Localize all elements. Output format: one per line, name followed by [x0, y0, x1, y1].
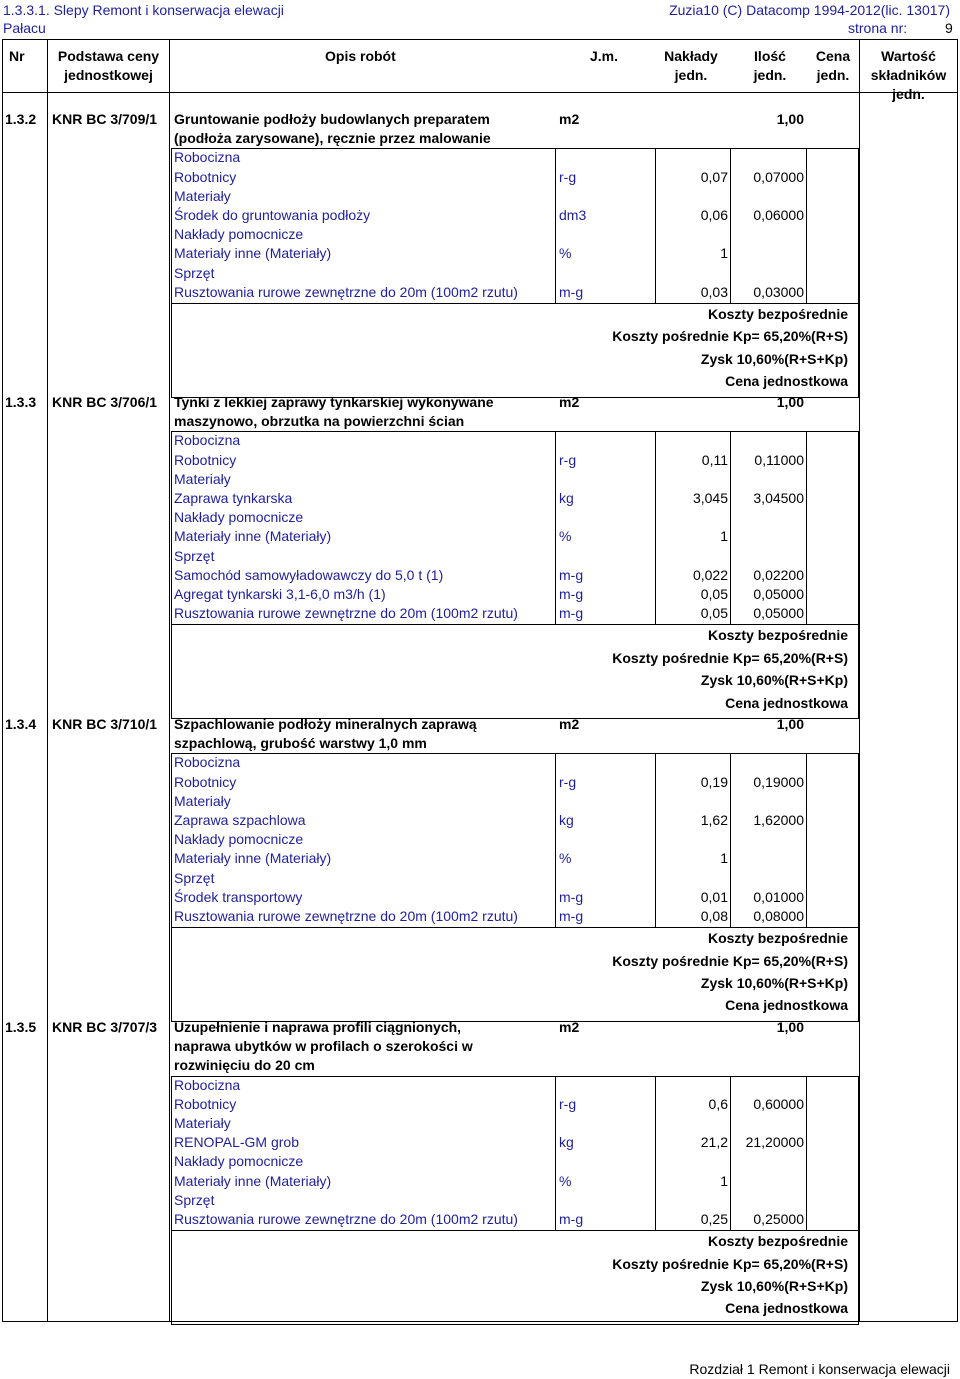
- resource-name: Robotnicy: [174, 451, 237, 468]
- item-number: 1.3.5: [5, 1019, 37, 1035]
- col-header-unit: J.m.: [590, 48, 619, 64]
- grid-divider: [655, 753, 656, 928]
- resource-quantity: 0,03000: [753, 283, 804, 300]
- resource-quantity: 0,05000: [753, 586, 804, 602]
- item-quantity: 1,00: [776, 1019, 804, 1035]
- grid-divider: [730, 431, 731, 625]
- col-header-inputs: Nakłady: [664, 48, 718, 64]
- summary-profit: Zysk 10,60%(R+S+Kp): [700, 672, 848, 689]
- resource-unit: m-g: [559, 566, 584, 583]
- resource-unit: r-g: [559, 451, 577, 468]
- item-quantity: 1,00: [776, 111, 804, 127]
- grid-divider: [555, 1076, 556, 1232]
- page-number: 9: [945, 20, 953, 36]
- summary-unit-price: Cena jednostkowa: [725, 1300, 848, 1317]
- grid-divider: [806, 148, 807, 304]
- item-number: 1.3.2: [5, 111, 37, 127]
- item-title-line: rozwinięciu do 20 cm: [174, 1057, 315, 1074]
- item-title-line: Gruntowanie podłoży budowlanych preparatem: [174, 111, 490, 127]
- resource-input: 0,05: [700, 605, 728, 622]
- grid-divider: [555, 753, 556, 928]
- resource-input: 3,045: [692, 490, 728, 506]
- resource-unit: dm3: [559, 207, 587, 223]
- resource-unit: r-g: [559, 773, 577, 790]
- resource-category: Sprzęt: [174, 1191, 215, 1208]
- resource-input: 0,01: [700, 888, 728, 905]
- col-header-price-2: jedn.: [816, 67, 850, 83]
- resource-unit: m-g: [559, 908, 584, 924]
- resource-name: Zaprawa tynkarska: [174, 490, 293, 506]
- header-divider: [2, 92, 958, 93]
- item-basis: KNR BC 3/709/1: [52, 111, 158, 127]
- resource-quantity: 0,07000: [753, 168, 804, 185]
- resource-quantity: 0,02200: [753, 566, 804, 583]
- summary-box: [171, 1230, 859, 1325]
- item-unit: m2: [559, 1019, 580, 1035]
- software-info: Zuzia10 (C) Datacomp 1994-2012(lic. 13017): [669, 2, 950, 18]
- item-title-line: naprawa ubytków w profilach o szerokości w: [174, 1038, 473, 1055]
- summary-profit: Zysk 10,60%(R+S+Kp): [700, 975, 848, 991]
- resource-name: Środek transportowy: [174, 888, 303, 905]
- resource-category: Materiały: [174, 187, 231, 204]
- resource-quantity: 0,19000: [753, 773, 804, 790]
- resource-input: 1,62: [700, 812, 728, 828]
- item-quantity: 1,00: [776, 716, 804, 732]
- resource-name: Rusztowania rurowe zewnętrzne do 20m (100m2 rzutu): [174, 1211, 518, 1227]
- resource-category: Robocizna: [174, 1076, 241, 1093]
- resource-name: Materiały inne (Materiały): [174, 245, 332, 262]
- summary-profit: Zysk 10,60%(R+S+Kp): [700, 1278, 848, 1294]
- grid-divider: [806, 753, 807, 928]
- item-title-line: szpachlową, grubość warstwy 1,0 mm: [174, 735, 427, 752]
- document-title-line2: Pałacu: [3, 20, 46, 36]
- resource-grid: [171, 431, 859, 625]
- resource-input: 0,6: [708, 1095, 728, 1112]
- resource-unit: m-g: [559, 888, 584, 905]
- resource-category: Robocizna: [174, 754, 241, 771]
- summary-box: [171, 624, 859, 719]
- item-quantity: 1,00: [776, 394, 804, 410]
- resource-unit: m-g: [559, 586, 584, 602]
- col-header-price: Cena: [815, 48, 851, 64]
- resource-input: 0,19: [700, 773, 728, 790]
- resource-input: 0,07: [700, 168, 728, 185]
- resource-name: Robotnicy: [174, 773, 237, 790]
- resource-quantity: 0,25000: [753, 1211, 804, 1227]
- resource-category: Materiały: [174, 470, 231, 487]
- resource-unit: r-g: [559, 1095, 577, 1112]
- item-title-line: (podłoża zarysowane), ręcznie przez malowanie: [174, 130, 491, 147]
- resource-name: Materiały inne (Materiały): [174, 528, 332, 545]
- resource-input: 0,05: [700, 586, 728, 602]
- document-title-line1: 1.3.3.1. Slepy Remont i konserwacja elewacji: [3, 2, 284, 18]
- summary-box: [171, 303, 859, 398]
- grid-divider: [655, 148, 656, 304]
- resource-unit: m-g: [559, 283, 584, 300]
- col-header-qty-2: jedn.: [753, 67, 787, 83]
- col-header-nr: Nr: [9, 48, 25, 64]
- resource-input: 0,03: [700, 283, 728, 300]
- resource-unit: m-g: [559, 605, 584, 622]
- grid-divider: [730, 148, 731, 304]
- resource-category: Nakłady pomocnicze: [174, 509, 304, 526]
- resource-unit: %: [559, 528, 572, 545]
- grid-divider: [806, 431, 807, 625]
- resource-quantity: 0,08000: [753, 908, 804, 924]
- summary-unit-price: Cena jednostkowa: [725, 997, 848, 1014]
- resource-quantity: 0,60000: [753, 1095, 804, 1112]
- col-header-base-2: jednostkowej: [64, 67, 153, 83]
- resource-category: Nakłady pomocnicze: [174, 831, 304, 848]
- summary-profit: Zysk 10,60%(R+S+Kp): [700, 350, 848, 367]
- item-basis: KNR BC 3/710/1: [52, 716, 158, 732]
- item-basis: KNR BC 3/707/3: [52, 1019, 158, 1035]
- column-divider: [47, 39, 48, 1322]
- resource-unit: %: [559, 850, 572, 867]
- summary-direct: Koszty bezpośrednie: [707, 306, 848, 322]
- col-header-inputs-2: jedn.: [674, 67, 708, 83]
- resource-name: Środek do gruntowania podłoży: [174, 207, 371, 223]
- summary-unit-price: Cena jednostkowa: [725, 373, 848, 390]
- item-title-line: Uzupełnienie i naprawa profili ciągnionych,: [174, 1019, 462, 1035]
- summary-indirect: Koszty pośrednie Kp= 65,20%(R+S): [612, 952, 848, 969]
- resource-name: Materiały inne (Materiały): [174, 1172, 332, 1189]
- resource-category: Sprzęt: [174, 869, 215, 886]
- col-header-value-3: jedn.: [892, 86, 925, 102]
- item-basis: KNR BC 3/706/1: [52, 394, 158, 410]
- resource-quantity: 0,01000: [753, 888, 804, 905]
- footer-chapter: Rozdział 1 Remont i konserwacja elewacji: [689, 1361, 950, 1377]
- resource-input: 0,25: [700, 1211, 728, 1227]
- summary-indirect: Koszty pośrednie Kp= 65,20%(R+S): [612, 649, 848, 666]
- resource-name: Rusztowania rurowe zewnętrzne do 20m (100m2 rzutu): [174, 908, 518, 924]
- resource-unit: r-g: [559, 168, 577, 185]
- resource-name: RENOPAL-GM grob: [174, 1134, 299, 1151]
- item-title-line: Tynki z lekkiej zaprawy tynkarskiej wykonywane: [174, 394, 494, 410]
- item-number: 1.3.4: [5, 716, 37, 732]
- resource-input: 21,2: [700, 1134, 728, 1151]
- resource-unit: kg: [559, 812, 574, 828]
- item-number: 1.3.3: [5, 394, 37, 410]
- col-header-value-2: składników: [870, 67, 947, 83]
- grid-divider: [555, 148, 556, 304]
- col-header-qty: Ilość: [754, 48, 786, 64]
- col-header-value: Wartość: [881, 48, 936, 64]
- resource-name: Zaprawa szpachlowa: [174, 812, 306, 828]
- grid-divider: [555, 431, 556, 625]
- summary-direct: Koszty bezpośrednie: [707, 930, 848, 947]
- item-title-line: Szpachlowanie podłoży mineralnych zaprawą: [174, 716, 477, 732]
- resource-category: Robocizna: [174, 432, 241, 449]
- resource-unit: %: [559, 245, 572, 262]
- summary-direct: Koszty bezpośrednie: [707, 627, 848, 644]
- resource-name: Materiały inne (Materiały): [174, 850, 332, 867]
- resource-grid: [171, 148, 859, 304]
- resource-quantity: 1,62000: [753, 812, 804, 828]
- resource-name: Agregat tynkarski 3,1-6,0 m3/h (1): [174, 586, 386, 602]
- resource-grid: [171, 1076, 859, 1232]
- item-unit: m2: [559, 111, 580, 127]
- resource-quantity: 0,05000: [753, 605, 804, 622]
- resource-input: 1: [720, 528, 728, 545]
- item-title-line: maszynowo, obrzutka na powierzchni ścian: [174, 413, 465, 430]
- grid-divider: [730, 753, 731, 928]
- grid-divider: [655, 431, 656, 625]
- resource-input: 0,11: [701, 451, 728, 468]
- column-divider: [859, 39, 860, 1322]
- summary-indirect: Koszty pośrednie Kp= 65,20%(R+S): [612, 328, 848, 345]
- resource-quantity: 0,11000: [754, 451, 804, 468]
- resource-name: Samochód samowyładowawczy do 5,0 t (1): [174, 566, 444, 583]
- resource-input: 1: [720, 1172, 728, 1189]
- resource-category: Nakłady pomocnicze: [174, 1153, 304, 1170]
- summary-direct: Koszty bezpośrednie: [707, 1233, 848, 1250]
- summary-indirect: Koszty pośrednie Kp= 65,20%(R+S): [612, 1255, 848, 1272]
- resource-category: Materiały: [174, 1115, 231, 1131]
- resource-category: Sprzęt: [174, 547, 215, 564]
- resource-grid: [171, 753, 859, 928]
- grid-divider: [655, 1076, 656, 1232]
- page-label: strona nr:: [848, 20, 908, 36]
- resource-name: Rusztowania rurowe zewnętrzne do 20m (100m2 rzutu): [174, 283, 518, 300]
- resource-unit: kg: [559, 490, 574, 506]
- resource-quantity: 0,06000: [753, 207, 804, 223]
- resource-category: Robocizna: [174, 149, 241, 166]
- resource-name: Robotnicy: [174, 1095, 237, 1112]
- resource-quantity: 3,04500: [753, 490, 804, 506]
- resource-unit: %: [559, 1172, 572, 1189]
- grid-divider: [730, 1076, 731, 1232]
- resource-name: Rusztowania rurowe zewnętrzne do 20m (100m2 rzutu): [174, 605, 518, 622]
- resource-name: Robotnicy: [174, 168, 237, 185]
- resource-unit: m-g: [559, 1211, 584, 1227]
- resource-quantity: 21,20000: [745, 1134, 804, 1151]
- col-header-base: Podstawa ceny: [57, 48, 160, 64]
- resource-input: 0,06: [700, 207, 728, 223]
- resource-input: 0,08: [700, 908, 728, 924]
- col-header-desc: Opis robót: [325, 48, 396, 64]
- resource-input: 0,022: [692, 566, 728, 583]
- resource-unit: kg: [559, 1134, 574, 1151]
- resource-category: Nakłady pomocnicze: [174, 226, 304, 243]
- item-unit: m2: [559, 394, 580, 410]
- resource-category: Sprzęt: [174, 264, 215, 281]
- summary-box: [171, 927, 859, 1022]
- resource-input: 1: [720, 850, 728, 867]
- resource-input: 1: [720, 245, 728, 262]
- resource-category: Materiały: [174, 792, 231, 809]
- grid-divider: [806, 1076, 807, 1232]
- summary-unit-price: Cena jednostkowa: [725, 694, 848, 711]
- item-unit: m2: [559, 716, 580, 732]
- column-divider: [169, 39, 170, 1322]
